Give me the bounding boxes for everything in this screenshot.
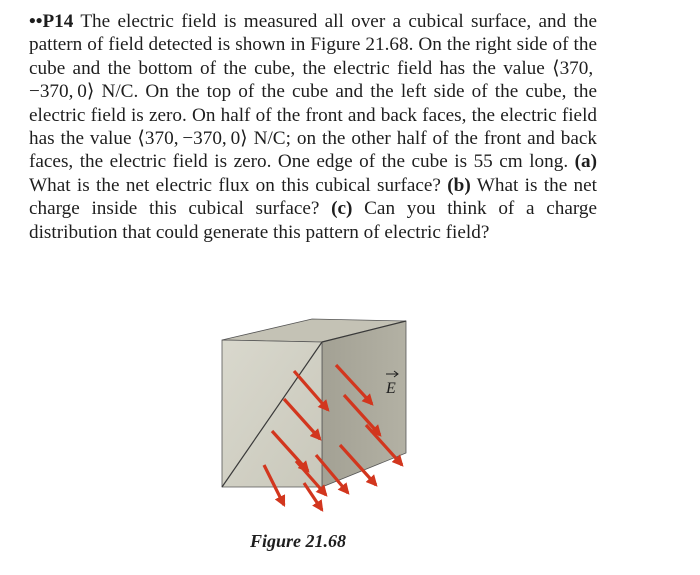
part-c-text: Can you think of a charge distribution that could generate this pattern of electric field? xyxy=(29,198,598,243)
problem-number: P14 xyxy=(42,11,74,32)
part-b-label: (b) xyxy=(447,174,471,196)
figure-cube xyxy=(200,305,440,517)
problem-bullets: •• xyxy=(29,11,43,32)
figure-caption: Figure 21.68 xyxy=(250,531,347,551)
part-a-label: (a) xyxy=(574,151,598,173)
part-b-text: What is the net charge inside this cubical surface? xyxy=(29,174,598,220)
problem-statement: The electric field is measured all over a cubical surface, and the pattern of field detected is shown in Figure 21.68. On the right side of the cube and the bottom of the cube, the electric field has the value ⟨370, −370, 0⟩ N/C. On the top of the cube and the left side of the cube, the electric field is zero. On half of the front and back faces, the electric field has the value ⟨370, −370, 0⟩ N/C; on the other half of the front and back faces, the electric field is zero. One edge of the cube is 55 cm long. xyxy=(29,11,597,173)
cube-diagram xyxy=(200,305,440,517)
cube-side-face xyxy=(322,321,406,487)
problem-text xyxy=(29,10,597,244)
part-a-text: What is the net electric flux on this cubical surface? xyxy=(29,174,441,196)
svg-text:E: E xyxy=(386,380,396,397)
part-c-label: (c) xyxy=(331,198,353,220)
